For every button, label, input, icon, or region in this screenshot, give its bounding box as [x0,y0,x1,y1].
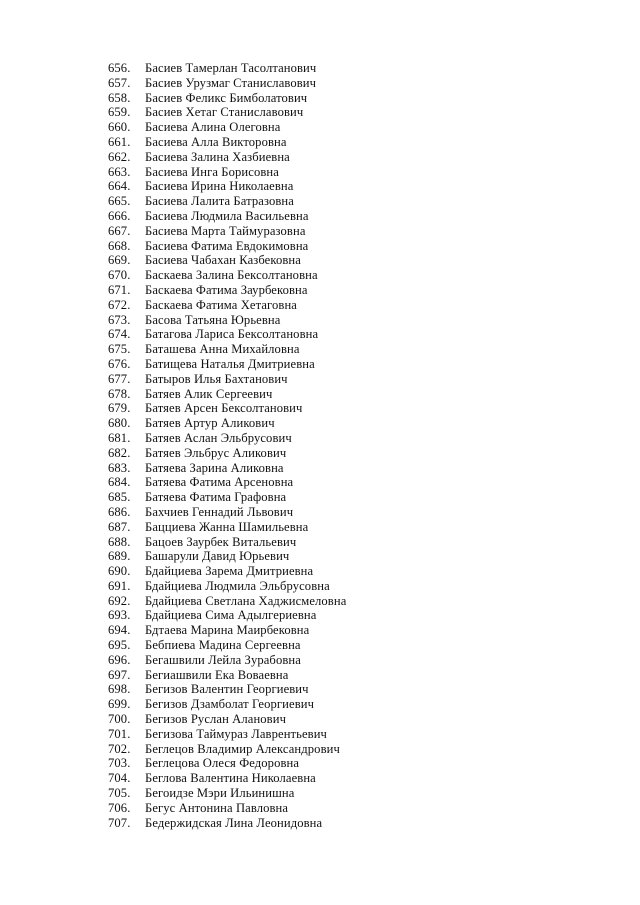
entry-full-name: Батяев Арсен Бексолтанович [145,401,303,416]
entry-full-name: Башарули Давид Юрьевич [145,549,290,564]
entry-number: 694. [108,623,131,638]
entry-full-name: Баскаева Фатима Хетаговна [145,297,297,312]
entry-number: 688. [108,534,131,549]
entry-number: 670. [108,268,131,283]
entry-number: 660. [108,120,131,135]
entry-full-name: Баташева Анна Михайловна [145,342,300,357]
entry-full-name: Баскаева Залина Бексолтановна [145,268,318,283]
entry-number: 663. [108,164,131,179]
entry-number: 705. [108,786,131,801]
entry-number: 695. [108,638,131,653]
entry-full-name: Басиева Инга Борисовна [145,164,279,179]
entry-full-name: Бегиашвили Ека Воваевна [145,667,289,682]
entry-number: 665. [108,194,131,209]
list-item [108,623,346,638]
entry-number: 673. [108,312,131,327]
list-item [108,742,346,757]
list-item [108,61,346,76]
entry-number: 681. [108,430,131,445]
entry-number: 666. [108,208,131,223]
entry-number: 699. [108,697,131,712]
entry-full-name: Бебпиева Мадина Сергеевна [145,638,301,653]
list-item [108,372,346,387]
entry-number: 683. [108,460,131,475]
entry-full-name: Бацоев Заурбек Витальевич [145,534,297,549]
list-item [108,697,346,712]
list-item [108,653,346,668]
list-item [108,579,346,594]
entry-number: 664. [108,179,131,194]
list-item [108,120,346,135]
list-item [108,357,346,372]
entry-number: 674. [108,327,131,342]
list-item [108,682,346,697]
entry-number: 661. [108,134,131,149]
entry-full-name: Басова Татьяна Юрьевна [145,312,281,327]
list-item [108,505,346,520]
entry-full-name: Бегизов Дзамболат Георгиевич [145,697,315,712]
list-item [108,91,346,106]
list-item [108,105,346,120]
list-item [108,76,346,91]
entry-full-name: Батяев Артур Аликович [145,416,275,431]
list-item [108,239,346,254]
list-item [108,727,346,742]
entry-full-name: Беглова Валентина Николаевна [145,771,316,786]
entry-full-name: Батяева Зарина Аликовна [145,460,284,475]
entry-full-name: Беглецова Олеся Федоровна [145,756,300,771]
list-item [108,135,346,150]
list-item [108,638,346,653]
entry-full-name: Батагова Лариса Бексолтановна [145,327,319,342]
list-item [108,771,346,786]
list-item [108,342,346,357]
list-item [108,416,346,431]
entry-full-name: Басиева Залина Хазбиевна [145,149,290,164]
list-item [108,490,346,505]
entry-number: 662. [108,149,131,164]
list-item [108,712,346,727]
entry-full-name: Батяева Фатима Графовна [145,490,287,505]
entry-number: 668. [108,238,131,253]
entry-number: 667. [108,223,131,238]
entry-full-name: Батяева Фатима Арсеновна [145,475,294,490]
entry-number: 678. [108,386,131,401]
entry-number: 679. [108,401,131,416]
entry-full-name: Батыров Илья Бахтанович [145,371,288,386]
list-item [108,549,346,564]
entry-number: 656. [108,61,131,75]
list-item [108,165,346,180]
entry-number: 697. [108,667,131,682]
list-item [108,446,346,461]
entry-full-name: Бегус Антонина Павловна [145,800,289,815]
list-item [108,401,346,416]
entry-number: 687. [108,519,131,534]
list-item [108,431,346,446]
entry-full-name: Бедержидская Лина Леонидовна [145,815,323,830]
entry-number: 706. [108,800,131,815]
list-item [108,786,346,801]
entry-full-name: Беглецов Владимир Александрович [145,741,340,756]
entry-number: 686. [108,504,131,519]
entry-full-name: Бегашвили Лейла Зурабовна [145,652,301,667]
entry-number: 677. [108,371,131,386]
list-item [108,313,346,328]
list-item [108,608,346,623]
list-item [108,801,346,816]
numbered-name-list [108,61,346,830]
entry-number: 659. [108,105,131,120]
list-item [108,387,346,402]
list-item [108,327,346,342]
entry-full-name: Батяев Эльбрус Аликович [145,445,287,460]
entry-full-name: Батищева Наталья Дмитриевна [145,356,315,371]
list-item [108,461,346,476]
entry-full-name: Басиев Феликс Бимболатович [145,90,308,105]
list-item [108,179,346,194]
list-item [108,594,346,609]
entry-number: 704. [108,771,131,786]
entry-number: 693. [108,608,131,623]
list-item [108,283,346,298]
entry-number: 685. [108,490,131,505]
entry-full-name: Бегизов Валентин Георгиевич [145,682,309,697]
entry-full-name: Басиева Чабахан Казбековна [145,253,301,268]
list-item [108,150,346,165]
list-item [108,209,346,224]
entry-number: 698. [108,682,131,697]
list-item [108,756,346,771]
entry-full-name: Бдайциева Людмила Эльбрусовна [145,578,330,593]
entry-full-name: Басиева Фатима Евдокимовна [145,238,309,253]
entry-full-name: Басиева Лалита Батразовна [145,194,294,209]
entry-number: 669. [108,253,131,268]
entry-number: 702. [108,741,131,756]
entry-full-name: Бдайциева Зарема Дмитриевна [145,564,314,579]
entry-full-name: Бегизова Таймураз Лаврентьевич [145,726,327,741]
entry-number: 676. [108,356,131,371]
entry-number: 682. [108,445,131,460]
entry-full-name: Бдайциева Светлана Хаджисмеловна [145,593,347,608]
list-item [108,298,346,313]
list-item [108,224,346,239]
entry-number: 690. [108,564,131,579]
entry-full-name: Басиева Марта Таймуразовна [145,223,306,238]
entry-number: 692. [108,593,131,608]
entry-number: 657. [108,75,131,90]
entry-full-name: Батяев Алик Сергеевич [145,386,273,401]
entry-number: 671. [108,282,131,297]
entry-full-name: Басиева Алина Олеговна [145,120,281,135]
entry-full-name: Батяев Аслан Эльбрусович [145,430,292,445]
list-item [108,564,346,579]
list-item [108,194,346,209]
entry-number: 689. [108,549,131,564]
entry-number: 696. [108,652,131,667]
list-item [108,668,346,683]
entry-full-name: Бегоидзе Мэри Ильинишна [145,786,295,801]
list-item [108,535,346,550]
list-item [108,520,346,535]
entry-number: 691. [108,578,131,593]
entry-number: 675. [108,342,131,357]
entry-number: 658. [108,90,131,105]
entry-full-name: Бдтаева Марина Маирбековна [145,623,310,638]
entry-number: 707. [108,815,131,830]
entry-number: 703. [108,756,131,771]
entry-full-name: Бдайциева Сима Адылгериевна [145,608,317,623]
entry-full-name: Басиев Урузмаг Станиславович [145,75,317,90]
list-item [108,816,346,831]
entry-number: 684. [108,475,131,490]
entry-number: 680. [108,416,131,431]
entry-full-name: Басиев Хетаг Станиславович [145,105,304,120]
entry-full-name: Басиева Ирина Николаевна [145,179,294,194]
entry-number: 701. [108,726,131,741]
entry-full-name: Басиев Тамерлан Тасолтанович [145,61,317,75]
entry-full-name: Бахчиев Геннадий Львович [145,504,294,519]
entry-full-name: Бацциева Жанна Шамильевна [145,519,309,534]
list-item [108,268,346,283]
list-item [108,475,346,490]
entry-full-name: Баскаева Фатима Заурбековна [145,282,308,297]
entry-number: 700. [108,712,131,727]
entry-full-name: Бегизов Руслан Аланович [145,712,286,727]
entry-full-name: Басиева Алла Викторовна [145,134,287,149]
entry-full-name: Басиева Людмила Васильевна [145,208,309,223]
list-item [108,253,346,268]
entry-number: 672. [108,297,131,312]
